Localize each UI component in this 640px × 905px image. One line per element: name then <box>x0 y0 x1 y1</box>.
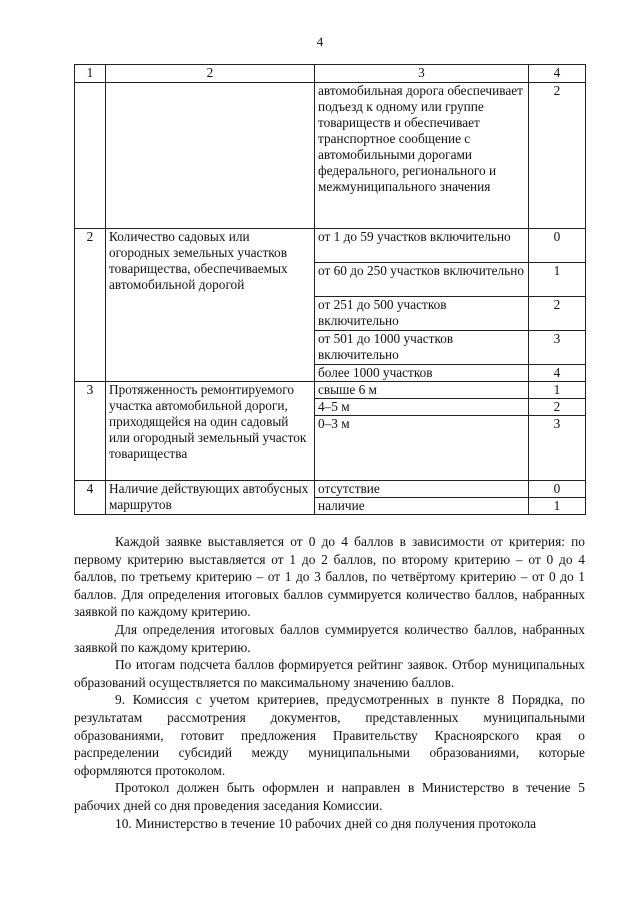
table-row <box>75 83 586 229</box>
table-header-row <box>75 65 586 83</box>
score-cell: 3 <box>529 416 586 481</box>
column-header: 1 <box>75 65 106 83</box>
criterion-number: 3 <box>75 382 106 481</box>
score-cell: 2 <box>529 297 586 331</box>
criterion-name: Количество садовых или огородных земельных участков товарищества, обеспечиваемых автомобильной дорогой <box>106 229 315 382</box>
score-cell: 0 <box>529 229 586 263</box>
condition-cell: наличие <box>315 498 529 515</box>
condition-cell: от 1 до 59 участков включительно <box>315 229 529 263</box>
column-header: 3 <box>315 65 529 83</box>
table-row <box>75 382 586 399</box>
condition-cell: 4–5 м <box>315 399 529 416</box>
condition-cell: более 1000 участков <box>315 365 529 382</box>
score-cell: 1 <box>529 498 586 515</box>
score-cell: 1 <box>529 263 586 297</box>
score-cell: 0 <box>529 481 586 498</box>
condition-cell: свыше 6 м <box>315 382 529 399</box>
table-row <box>75 481 586 498</box>
score-cell: 2 <box>529 399 586 416</box>
paragraph: Для определения итоговых баллов суммируется количество баллов, набранных заявкой по каждому критерию. <box>74 621 585 655</box>
paragraph: Каждой заявке выставляется от 0 до 4 баллов в зависимости от критерия: по первому критерию выставляется от 1 до 2 баллов, по второму критерию – от 0 до 4 баллов, по третьему критерию – от 1 до 3 баллов, по четвёртому критерию – от 0 до 1 баллов. Для определения итоговых баллов суммируется количество баллов, набранных заявкой по каждому критерию. <box>74 534 585 620</box>
column-header: 4 <box>529 65 586 83</box>
condition-cell: от 251 до 500 участков включительно <box>315 297 529 331</box>
table-row <box>75 229 586 263</box>
condition-cell: отсутствие <box>315 481 529 498</box>
criterion-name: Наличие действующих автобусных маршрутов <box>106 481 315 515</box>
criterion-number: 4 <box>75 481 106 515</box>
criterion-number: 2 <box>75 229 106 382</box>
score-cell: 4 <box>529 365 586 382</box>
paragraph: 10. Министерство в течение 10 рабочих дней со дня получения протокола <box>115 815 537 831</box>
condition-cell: от 501 до 1000 участков включительно <box>315 331 529 365</box>
score-cell: 2 <box>529 83 586 229</box>
paragraph: 9. Комиссия с учетом критериев, предусмотренных в пункте 8 Порядка, по результатам рассмотрения документов, представленных муниципальными образованиями, готовит предложения Правительству Красноярского края о распределении субсидий между муниципальными образованиями, которые оформляются протоколом. <box>74 692 585 778</box>
criteria-table <box>74 64 586 515</box>
condition-cell: 0–3 м <box>315 416 529 481</box>
condition-cell: от 60 до 250 участков включительно <box>315 263 529 297</box>
score-cell: 1 <box>529 382 586 399</box>
criterion-name: Протяженность ремонтируемого участка автомобильной дороги, приходящейся на один садовый или огородный земельный участок товарищества <box>106 382 315 481</box>
criterion-number <box>75 83 106 229</box>
page-number: 4 <box>316 34 324 49</box>
paragraph: По итогам подсчета баллов формируется рейтинг заявок. Отбор муниципальных образований осуществляется по максимальному значению баллов. <box>74 657 585 690</box>
criterion-name <box>106 83 315 229</box>
column-header: 2 <box>106 65 315 83</box>
score-cell: 3 <box>529 331 586 365</box>
body-text <box>74 533 585 832</box>
paragraph: Протокол должен быть оформлен и направлен в Министерство в течение 5 рабочих дней со дня проведения заседания Комиссии. <box>74 780 585 813</box>
condition-cell: автомобильная дорога обеспечивает подъезд к одному или группе товариществ и обеспечивает транспортное сообщение с автомобильными дорогами федерального, регионального и межмуниципального значения <box>315 83 529 229</box>
